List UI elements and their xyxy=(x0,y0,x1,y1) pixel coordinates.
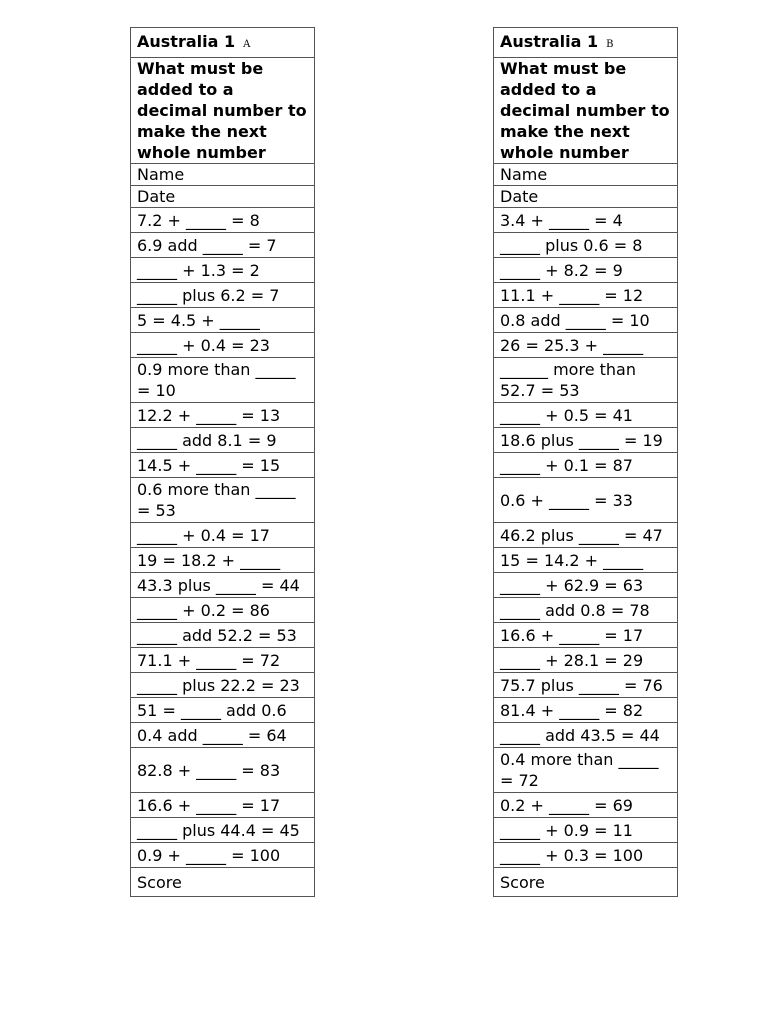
name-field: Name xyxy=(494,164,678,186)
question-row: _____ add 52.2 = 53 xyxy=(131,623,315,648)
question-row: 7.2 + _____ = 8 xyxy=(131,208,315,233)
question-row: ______ more than 52.7 = 53 xyxy=(494,358,678,403)
question-row: _____ plus 6.2 = 7 xyxy=(131,283,315,308)
question-row: _____ add 0.8 = 78 xyxy=(494,598,678,623)
date-field: Date xyxy=(131,186,315,208)
instruction-text: What must be added to a decimal number to make the next whole number xyxy=(494,58,678,164)
question-row: _____ + 1.3 = 2 xyxy=(131,258,315,283)
question-row: 0.2 + _____ = 69 xyxy=(494,793,678,818)
worksheet-a xyxy=(130,27,315,897)
worksheet-title xyxy=(131,28,315,58)
question-row: _____ + 0.4 = 17 xyxy=(131,523,315,548)
question-row: 0.8 add _____ = 10 xyxy=(494,308,678,333)
question-row: _____ + 0.5 = 41 xyxy=(494,403,678,428)
question-row: 3.4 + _____ = 4 xyxy=(494,208,678,233)
question-row: 51 = _____ add 0.6 xyxy=(131,698,315,723)
worksheet-b xyxy=(493,27,678,897)
score-field: Score xyxy=(131,868,315,897)
question-row: _____ + 0.2 = 86 xyxy=(131,598,315,623)
worksheet-a-body xyxy=(131,28,315,897)
version-letter: A xyxy=(243,38,251,50)
score-field: Score xyxy=(494,868,678,897)
date-field: Date xyxy=(494,186,678,208)
question-row: 81.4 + _____ = 82 xyxy=(494,698,678,723)
question-row: 0.9 more than _____ = 10 xyxy=(131,358,315,403)
question-row: 71.1 + _____ = 72 xyxy=(131,648,315,673)
question-row: 26 = 25.3 + _____ xyxy=(494,333,678,358)
question-row: 0.4 add _____ = 64 xyxy=(131,723,315,748)
version-letter: B xyxy=(606,38,614,50)
question-row: 46.2 plus _____ = 47 xyxy=(494,523,678,548)
question-row: 16.6 + _____ = 17 xyxy=(494,623,678,648)
question-row: 6.9 add _____ = 7 xyxy=(131,233,315,258)
question-row: 0.6 + _____ = 33 xyxy=(494,478,678,523)
question-row: _____ plus 0.6 = 8 xyxy=(494,233,678,258)
question-row: _____ + 0.3 = 100 xyxy=(494,843,678,868)
worksheet-b-body xyxy=(494,28,678,897)
question-row: _____ + 28.1 = 29 xyxy=(494,648,678,673)
title-text: Australia 1 xyxy=(137,31,236,51)
question-row: 82.8 + _____ = 83 xyxy=(131,748,315,793)
question-row: 0.4 more than _____ = 72 xyxy=(494,748,678,793)
question-row: _____ + 0.4 = 23 xyxy=(131,333,315,358)
question-row: 43.3 plus _____ = 44 xyxy=(131,573,315,598)
question-row: 12.2 + _____ = 13 xyxy=(131,403,315,428)
instruction-text: What must be added to a decimal number to make the next whole number xyxy=(131,58,315,164)
question-row: 5 = 4.5 + _____ xyxy=(131,308,315,333)
question-row: _____ add 8.1 = 9 xyxy=(131,428,315,453)
question-row: 14.5 + _____ = 15 xyxy=(131,453,315,478)
name-field: Name xyxy=(131,164,315,186)
question-row: 11.1 + _____ = 12 xyxy=(494,283,678,308)
question-row: _____ add 43.5 = 44 xyxy=(494,723,678,748)
question-row: 16.6 + _____ = 17 xyxy=(131,793,315,818)
title-text: Australia 1 xyxy=(500,31,599,51)
question-row: _____ plus 44.4 = 45 xyxy=(131,818,315,843)
question-row: _____ + 62.9 = 63 xyxy=(494,573,678,598)
question-row: 18.6 plus _____ = 19 xyxy=(494,428,678,453)
question-row: 19 = 18.2 + _____ xyxy=(131,548,315,573)
question-row: _____ + 0.9 = 11 xyxy=(494,818,678,843)
worksheet-title xyxy=(494,28,678,58)
question-row: _____ plus 22.2 = 23 xyxy=(131,673,315,698)
question-row: _____ + 8.2 = 9 xyxy=(494,258,678,283)
question-row: 0.6 more than _____ = 53 xyxy=(131,478,315,523)
question-row: 15 = 14.2 + _____ xyxy=(494,548,678,573)
question-row: 75.7 plus _____ = 76 xyxy=(494,673,678,698)
question-row: 0.9 + _____ = 100 xyxy=(131,843,315,868)
question-row: _____ + 0.1 = 87 xyxy=(494,453,678,478)
